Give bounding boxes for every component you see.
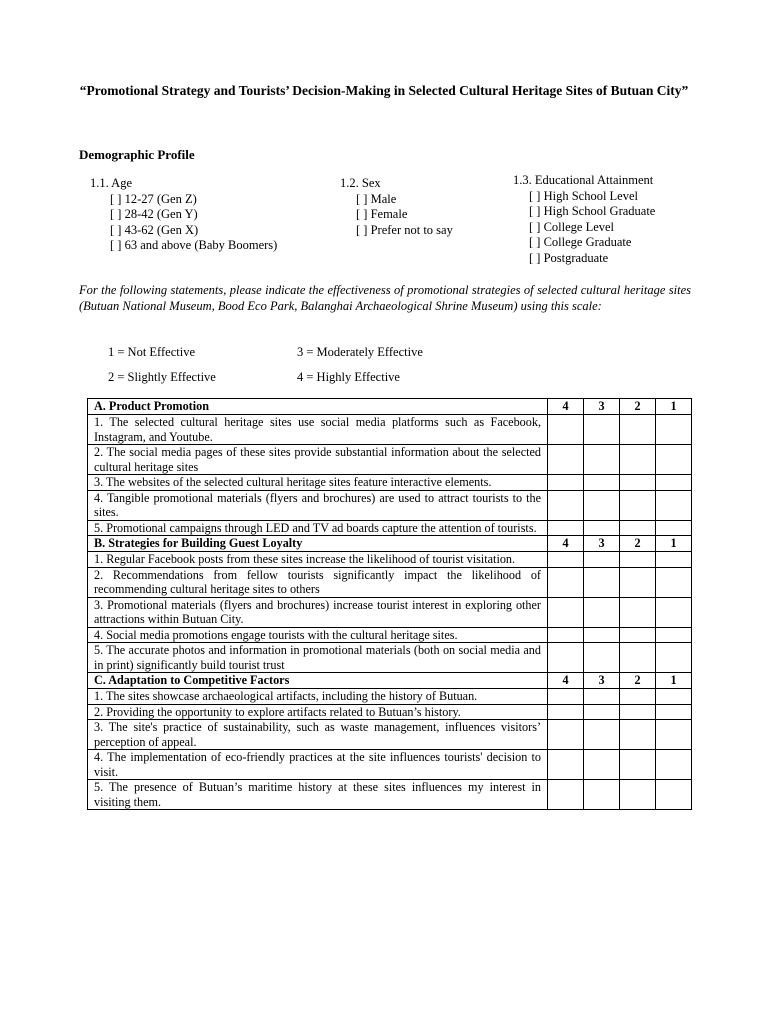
sex-option-female[interactable]: [ ] Female	[356, 207, 408, 221]
rating-cell-2[interactable]	[620, 520, 656, 536]
rating-table	[87, 398, 692, 810]
rating-cell-4[interactable]	[548, 520, 584, 536]
statement-text: 4. The implementation of eco-friendly practices at the site influences tourists' decision to visit.	[88, 750, 548, 780]
statement-text: 1. The selected cultural heritage sites use social media platforms such as Facebook, Instagram, and Youtube.	[88, 415, 548, 445]
education-option-hs-graduate[interactable]: [ ] High School Graduate	[529, 204, 656, 218]
sex-question	[340, 176, 453, 238]
table-row	[88, 552, 692, 568]
rating-cell-1[interactable]	[656, 704, 692, 720]
rating-cell-4[interactable]	[548, 643, 584, 673]
section-heading-competitive-factors: C. Adaptation to Competitive Factors	[88, 673, 548, 689]
sex-option-male[interactable]: [ ] Male	[356, 191, 397, 206]
rating-cell-1[interactable]	[656, 643, 692, 673]
rating-column-header: 3	[584, 536, 620, 552]
rating-cell-2[interactable]	[620, 689, 656, 705]
rating-cell-2[interactable]	[620, 704, 656, 720]
rating-column-header: 3	[584, 399, 620, 415]
rating-cell-3[interactable]	[584, 750, 620, 780]
statement-text: 3. The websites of the selected cultural heritage sites feature interactive elements.	[88, 475, 548, 491]
rating-cell-1[interactable]	[656, 597, 692, 627]
rating-cell-2[interactable]	[620, 780, 656, 810]
education-option-hs-level[interactable]: [ ] High School Level	[529, 188, 639, 203]
statement-text: 2. The social media pages of these sites provide substantial information about the selected cultural heritage sites	[88, 445, 548, 475]
rating-cell-3[interactable]	[584, 415, 620, 445]
rating-column-header: 2	[620, 399, 656, 415]
rating-cell-4[interactable]	[548, 475, 584, 491]
rating-cell-1[interactable]	[656, 490, 692, 520]
rating-cell-4[interactable]	[548, 750, 584, 780]
section-header-row-product-promotion	[88, 399, 692, 415]
table-row	[88, 780, 692, 810]
education-option-college-graduate[interactable]: [ ] College Graduate	[529, 235, 632, 249]
rating-cell-1[interactable]	[656, 780, 692, 810]
rating-column-header: 4	[548, 673, 584, 689]
rating-cell-4[interactable]	[548, 415, 584, 445]
table-row	[88, 720, 692, 750]
rating-cell-1[interactable]	[656, 445, 692, 475]
rating-cell-1[interactable]	[656, 689, 692, 705]
rating-cell-4[interactable]	[548, 490, 584, 520]
statement-text: 2. Providing the opportunity to explore artifacts related to Butuan’s history.	[88, 704, 548, 720]
rating-cell-1[interactable]	[656, 567, 692, 597]
rating-cell-3[interactable]	[584, 689, 620, 705]
statement-text: 5. Promotional campaigns through LED and TV ad boards capture the attention of tourists.	[88, 520, 548, 536]
age-option-gen-y[interactable]: [ ] 28-42 (Gen Y)	[110, 207, 198, 221]
rating-column-header: 2	[620, 673, 656, 689]
survey-title: “Promotional Strategy and Tourists’ Decision-Making in Selected Cultural Heritage Sites of Butuan City”	[79, 83, 689, 98]
table-row	[88, 415, 692, 445]
statement-text: 5. The presence of Butuan’s maritime history at these sites influences my interest in visiting them.	[88, 780, 548, 810]
rating-cell-1[interactable]	[656, 627, 692, 643]
rating-cell-4[interactable]	[548, 704, 584, 720]
table-row	[88, 445, 692, 475]
table-row	[88, 627, 692, 643]
education-label: 1.3. Educational Attainment	[513, 173, 654, 187]
sex-label: 1.2. Sex	[340, 176, 381, 190]
rating-cell-2[interactable]	[620, 627, 656, 643]
rating-cell-2[interactable]	[620, 415, 656, 445]
rating-cell-2[interactable]	[620, 475, 656, 491]
rating-cell-3[interactable]	[584, 567, 620, 597]
scale-highly-effective: 4 = Highly Effective	[297, 370, 400, 384]
table-row	[88, 704, 692, 720]
table-row	[88, 689, 692, 705]
age-label: 1.1. Age	[90, 176, 133, 190]
rating-cell-1[interactable]	[656, 520, 692, 536]
sex-option-prefer-not-to-say[interactable]: [ ] Prefer not to say	[356, 222, 453, 237]
rating-column-header: 1	[656, 399, 692, 415]
rating-cell-2[interactable]	[620, 720, 656, 750]
age-option-gen-x[interactable]: [ ] 43-62 (Gen X)	[110, 222, 199, 237]
education-option-college-level[interactable]: [ ] College Level	[529, 219, 615, 234]
age-question	[90, 176, 277, 254]
rating-cell-3[interactable]	[584, 627, 620, 643]
rating-column-header: 2	[620, 536, 656, 552]
rating-column-header: 1	[656, 673, 692, 689]
statement-text: 1. The sites showcase archaeological artifacts, including the history of Butuan.	[88, 689, 548, 705]
statement-text: 4. Tangible promotional materials (flyers and brochures) are used to attract tourists to the sites.	[88, 490, 548, 520]
rating-column-header: 3	[584, 673, 620, 689]
table-row	[88, 490, 692, 520]
rating-cell-3[interactable]	[584, 643, 620, 673]
rating-cell-4[interactable]	[548, 445, 584, 475]
statement-text: 5. The accurate photos and information in promotional materials (both on social media and in print) significantly build tourist trust	[88, 643, 548, 673]
rating-cell-3[interactable]	[584, 720, 620, 750]
section-header-row-guest-loyalty	[88, 536, 692, 552]
scale-slightly-effective: 2 = Slightly Effective	[108, 370, 216, 384]
rating-column-header: 4	[548, 399, 584, 415]
rating-cell-1[interactable]	[656, 750, 692, 780]
rating-cell-3[interactable]	[584, 704, 620, 720]
education-option-postgraduate[interactable]: [ ] Postgraduate	[529, 250, 609, 265]
rating-cell-3[interactable]	[584, 520, 620, 536]
rating-cell-3[interactable]	[584, 780, 620, 810]
age-option-gen-z[interactable]: [ ] 12-27 (Gen Z)	[110, 191, 197, 206]
rating-cell-2[interactable]	[620, 750, 656, 780]
rating-cell-3[interactable]	[584, 597, 620, 627]
table-row	[88, 750, 692, 780]
age-option-baby-boomers[interactable]: [ ] 63 and above (Baby Boomers)	[110, 238, 278, 252]
rating-cell-2[interactable]	[620, 597, 656, 627]
rating-cell-3[interactable]	[584, 475, 620, 491]
rating-column-header: 1	[656, 536, 692, 552]
rating-cell-2[interactable]	[620, 445, 656, 475]
statement-text: 4. Social media promotions engage tourists with the cultural heritage sites.	[88, 627, 548, 643]
rating-cell-4[interactable]	[548, 689, 584, 705]
rating-cell-4[interactable]	[548, 627, 584, 643]
rating-cell-2[interactable]	[620, 552, 656, 568]
rating-cell-4[interactable]	[548, 780, 584, 810]
statement-text: 2. Recommendations from fellow tourists significantly impact the likelihood of recommending cultural heritage sites to others	[88, 567, 548, 597]
rating-cell-2[interactable]	[620, 643, 656, 673]
rating-cell-1[interactable]	[656, 475, 692, 491]
rating-cell-1[interactable]	[656, 720, 692, 750]
rating-cell-4[interactable]	[548, 567, 584, 597]
rating-cell-3[interactable]	[584, 445, 620, 475]
statement-text: 1. Regular Facebook posts from these sites increase the likelihood of tourist visitation.	[88, 552, 548, 568]
rating-cell-3[interactable]	[584, 490, 620, 520]
education-question	[513, 173, 655, 266]
section-header-row-competitive-factors	[88, 673, 692, 689]
section-heading-product-promotion: A. Product Promotion	[88, 399, 548, 415]
table-row	[88, 597, 692, 627]
rating-cell-4[interactable]	[548, 720, 584, 750]
rating-cell-2[interactable]	[620, 567, 656, 597]
rating-cell-4[interactable]	[548, 552, 584, 568]
section-heading-guest-loyalty: B. Strategies for Building Guest Loyalty	[88, 536, 548, 552]
table-row	[88, 643, 692, 673]
rating-cell-1[interactable]	[656, 552, 692, 568]
statement-text: 3. Promotional materials (flyers and brochures) increase tourist interest in exploring other attractions within Butuan City.	[88, 597, 548, 627]
rating-cell-2[interactable]	[620, 490, 656, 520]
scale-not-effective: 1 = Not Effective	[108, 345, 195, 359]
demographic-profile-heading: Demographic Profile	[79, 147, 195, 162]
scale-moderately-effective: 3 = Moderately Effective	[297, 345, 423, 359]
instructions-text: For the following statements, please indicate the effectiveness of promotional strategies of selected cultural heritage sites (Butuan National Museum, Bood Eco Park, Balanghai Archaeological Shrine Museum) using this scale:	[79, 283, 691, 313]
table-row	[88, 520, 692, 536]
rating-column-header: 4	[548, 536, 584, 552]
rating-cell-4[interactable]	[548, 597, 584, 627]
table-row	[88, 475, 692, 491]
rating-cell-1[interactable]	[656, 415, 692, 445]
rating-cell-3[interactable]	[584, 552, 620, 568]
table-row	[88, 567, 692, 597]
statement-text: 3. The site's practice of sustainability, such as waste management, influences visitors’ perception of appeal.	[88, 720, 548, 750]
